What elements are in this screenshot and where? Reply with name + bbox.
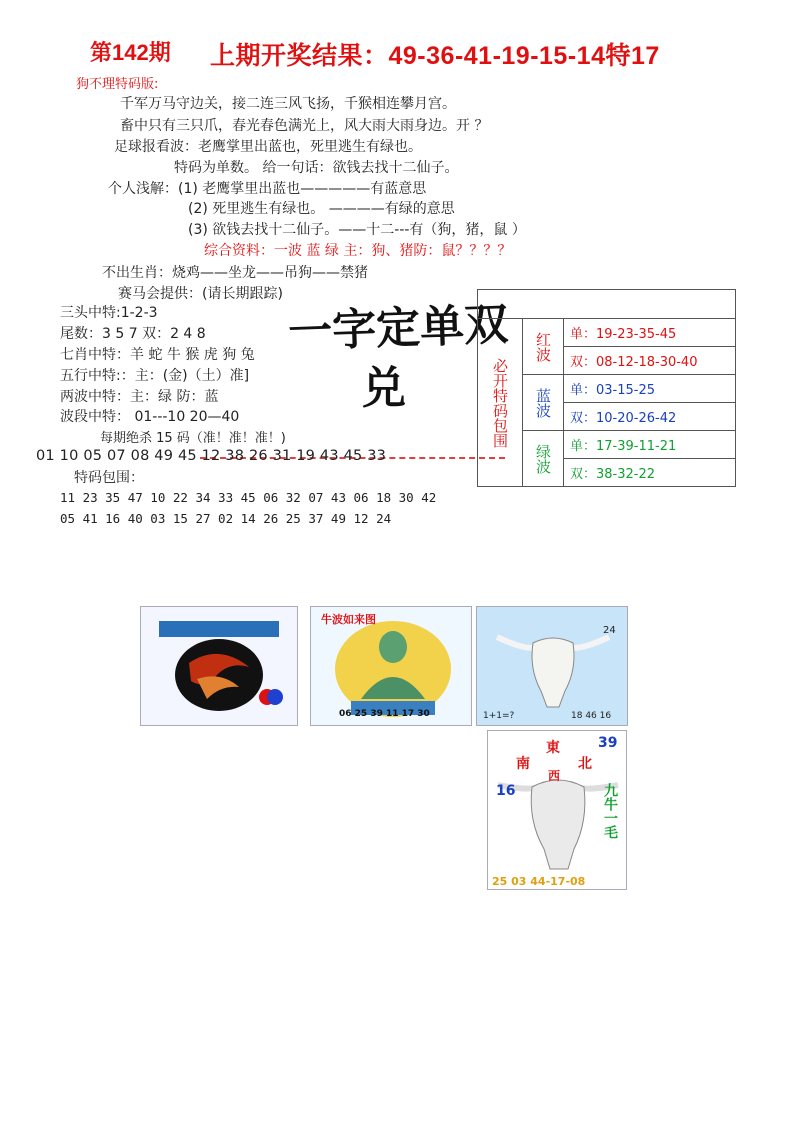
stat-heads: 三头中特:1-2-3 — [60, 305, 158, 321]
last-draw-result: 上期开奖结果：49-36-41-19-15-14特17 — [210, 42, 660, 70]
issue-number: 第142期 — [90, 40, 171, 65]
big-answer: 兑 — [362, 363, 406, 414]
direction-south: 南 — [516, 756, 530, 772]
wave-red-double: 双：08-12-18-30-40 — [564, 347, 736, 375]
wave-red-single: 单：19-23-35-45 — [564, 319, 736, 347]
stat-zodiac: 七肖中特：羊 蛇 牛 猴 虎 狗 兔 — [60, 347, 255, 363]
skull1-left-text: 1+1=? — [483, 711, 515, 721]
swirl-shape — [175, 639, 263, 711]
skull1-bottom-numbers: 18 46 16 — [571, 711, 612, 721]
swirl-banner — [159, 621, 279, 637]
riddle-line-5: 个人浅解：(1) 老鹰掌里出蓝也—————有蓝意思 — [108, 181, 427, 197]
skull-image-1 — [476, 606, 628, 726]
riddle-title: 狗不理特码版: — [76, 77, 159, 92]
kill-numbers: 01 10 05 07 08 49 45 12 38 26 31 19 43 45 33 — [36, 448, 387, 464]
stat-tails: 尾数：3 5 7 双：2 4 8 — [60, 326, 206, 342]
wave-blue-double: 双：10-20-26-42 — [564, 403, 736, 431]
wave-green-single: 单：17-39-11-21 — [564, 431, 736, 459]
stat-waves: 两波中特：主：绿 防：蓝 — [60, 389, 219, 405]
wave-red-label: 红波 — [523, 319, 564, 375]
direction-east: 東 — [546, 740, 560, 756]
riddle-line-10: 赛马会提供：(请长期跟踪) — [118, 286, 283, 302]
stat-segments: 波段中特： 01---10 20—40 — [60, 409, 240, 425]
wave-table-header — [478, 290, 736, 319]
swirl-graphic — [141, 607, 298, 726]
direction-north: 北 — [578, 756, 592, 772]
riddle-line-8: 综合资料：一波 蓝 绿 主：狗、猪防：鼠？？？？ — [204, 243, 512, 259]
riddle-line-1: 千军万马守边关，接二连三风飞扬，千猴相连攀月宫。 — [120, 96, 456, 112]
riddle-line-4: 特码为单数。 给一句话：欲钱去找十二仙子。 — [174, 160, 459, 176]
kill-caption: 每期绝杀 15 码（准！准！准！) — [100, 431, 286, 446]
wave-green-double: 双：38-32-22 — [564, 459, 736, 487]
riddle-line-6: (2) 死里逃生有绿也。 ————有绿的意思 — [188, 201, 455, 217]
wave-table — [477, 289, 736, 487]
wave-blue-single: 单：03-15-25 — [564, 375, 736, 403]
number-top-right: 39 — [598, 735, 618, 751]
package-title: 特码包围： — [74, 470, 144, 486]
buddha-head — [379, 631, 407, 663]
buddha-numbers: 06 25 39 11 17 30 — [339, 709, 430, 719]
skull-shape-2 — [531, 780, 585, 869]
skull1-top-number: 24 — [603, 625, 616, 636]
riddle-line-2: 畜中只有三只爪，春光春色满光上，风大雨大雨身边。开 ？ — [120, 118, 489, 134]
riddle-line-3: 足球报看波：老鹰掌里出蓝也，死里逃生有绿也。 — [114, 139, 422, 155]
wave-blue-label: 蓝波 — [523, 375, 564, 431]
big-single-double: 一字定单双 — [287, 299, 509, 358]
riddle-line-9: 不出生肖：烧鸡——坐龙——吊狗——禁猪 — [102, 265, 368, 281]
swirl-image — [140, 606, 298, 726]
buddha-image — [310, 606, 472, 726]
buddha-title: 牛波如来图 — [321, 613, 376, 626]
number-left: 16 — [496, 783, 516, 799]
riddle-line-7: (3) 欲钱去找十二仙子。——十二---有（狗，猪，鼠 ） — [188, 222, 526, 238]
wave-table-side-label: 必开特码包围 — [478, 319, 523, 487]
idiom-text: 九牛一毛 — [602, 783, 618, 839]
wave-green-label: 绿波 — [523, 431, 564, 487]
package-row-2: 05 41 16 40 03 15 27 02 14 26 25 37 49 12 24 — [60, 511, 392, 526]
bottom-numbers: 25 03 44-17-08 — [492, 875, 586, 888]
package-row-1: 11 23 35 47 10 22 34 33 45 06 32 07 43 06 18 30 42 — [60, 490, 437, 505]
skull-image-2 — [487, 730, 627, 890]
blue-ball — [267, 689, 283, 705]
stat-elements: 五行中特:：主：(金)（土）准] — [60, 368, 250, 384]
direction-west: 西 — [548, 769, 561, 783]
